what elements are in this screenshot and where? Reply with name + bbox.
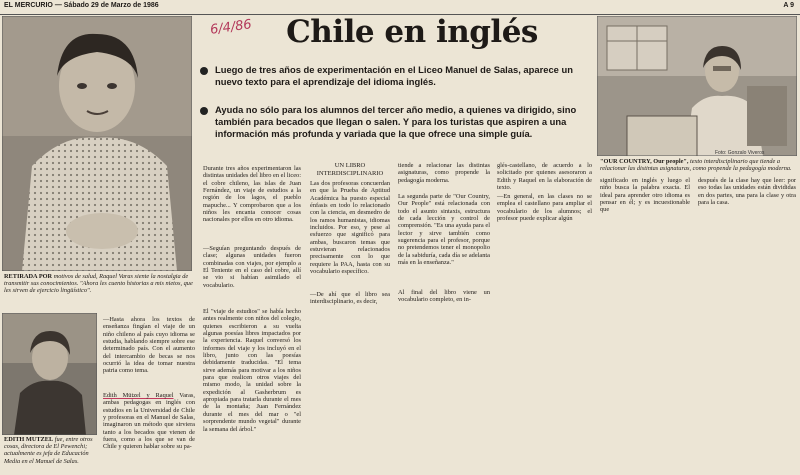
- photo-edith-mutzel: [2, 313, 97, 435]
- caption-3-lead: "OUR COUNTRY, Our people",: [600, 158, 689, 165]
- caption-photo-2: [4, 436, 99, 465]
- column-1b: —Seguían preguntando después de clase; algunas unidades fueron combinadas con viajes, por ejemplo a El Teniente en el caso del cobre, allí se vio si habían asimilado el vocabulario.: [203, 245, 301, 289]
- column-7a: —Hasta ahora los textos de enseñanza fingían el viaje de un niño chileno al país cuyo idioma se estudia, hablando siempre sobre ese determinado país. Con el aumento del intercambio de becas se nos ocurrió la idea de tomar nuestra patria como tema.: [103, 316, 195, 375]
- lead-bullet-1: [215, 64, 583, 88]
- column-4a: glés-castellano, de acuerdo a lo solicitado por quienes asesoraron a Edith y Raquel en la elaboración de texto.: [497, 162, 592, 192]
- caption-2-lead: EDITH MUTZEL: [4, 436, 54, 443]
- caption-2-text: fue, entre otros cosas, directora de El Pewenchi; actualmente es jefa de Educación Media en el Manuel de Salas.: [4, 436, 93, 465]
- column-7b-text: Varas, ambas pedagogas en inglés con estudios en la Universidad de Chile y profesoras en el Manuel de Salas, imaginaron un método que sirviera tanto a los becados que vienen de fuera, como a los que se van de Chile y quieren hablar sobre su pa-: [103, 392, 195, 451]
- column-3a: tiende a relacionar las distintas asignaturas, como propende la pedagogía moderna.: [398, 162, 490, 184]
- subheading: UN LIBRO INTERDISCIPLINARIO: [316, 162, 384, 177]
- column-2a: Las dos profesoras concuerdan en que la Prueba de Aptitud Académica ha puesto especial énfasis en todo lo relacionado con la ciencia, en desmedro de los ramos humanistas, idiomas incluidos. Por eso, y pese al esfuerzo que significó para ambas, buscaron temas que estuvieran relacionados precisamente con lo que requiere la PAA, hasta con su vocabulario específico.: [310, 180, 390, 276]
- lead-bullet-1-text: Luego de tres años de experimentación en el Liceo Manuel de Salas, aparece un nuevo texto para el aprendizaje del idioma inglés.: [215, 64, 573, 87]
- caption-photo-1: [4, 273, 194, 295]
- handwritten-date: 6/4/86: [209, 17, 253, 38]
- column-2b: —De ahí que el libro sea interdisciplinario, es decir,: [310, 291, 390, 306]
- caption-1-lead: RETIRADA POR: [4, 273, 53, 280]
- caption-1-text: motivos de salud, Raquel Varas siente la nostalgia de transmitir sus conocimientos. "Ahora les cuento historias a mis nietos, que les sirven de ejercicio lingüístico".: [4, 273, 193, 295]
- column-3b: La segunda parte de "Our Country, Our People" está relacionada con todo el asunto sintaxis, estructura de cada lección y control de comprensión. "Es una ayuda para el lector y sirve también como sugerencia para el profesor, porque no pretendemos tener el monopolio de la sabiduría, cada día se adelanta más en la enseñanza.": [398, 193, 490, 267]
- column-8: El "viaje de estudios" se había hecho antes realmente con niños del colegio, quienes escribieron a su vuelta algunas poesías libres impactados por la experiencia. Raquel conversó los informes del viaje y los incluyó en el libro, junto con las poesías debidamente traducidas. "El tema sirve además para motivar a los niños para que realicen otros viajes del mismo modo, la unidad sobre la expedición al Gasherbrum es apropiada para tratarla durante el mes de la montaña; Juan Fernández durante el mes del mar o "el sorprendente mundo vegetal" durante la semana del árbol.": [203, 308, 301, 433]
- page-number: A 9: [783, 2, 794, 9]
- photo-credit: Foto: Gonzalo Viveros: [715, 150, 765, 156]
- lead-bullet-2: [215, 104, 583, 140]
- column-3c: Al final del libro viene un vocabulario completo, en in-: [398, 289, 490, 304]
- masthead: [0, 0, 800, 15]
- bullet-dot-icon: [200, 107, 208, 115]
- column-1a: Durante tres años experimentaron las distintas unidades del libro en el liceo: el cobre chileno, las islas de Juan Fernández, un viaje de estudios a la región de los lagos, el pueblo mapuche... Y comprobaron que a los niños les encanta conocer cosas nacionales por ellos en otro idioma.: [203, 165, 301, 224]
- lead-bullet-2-text: Ayuda no sólo para los alumnos del tercer año medio, a quienes va dirigido, sino también para becados que llegan o salen. Y para los turistas que aspiren a una información más profunda y variada que la que ofrece una simple guía.: [215, 104, 577, 139]
- column-5: significado en inglés y luego el niño busca la palabra exacta. El ideal para aprender otro idioma es pensar en él; y es incuestionable que: [600, 177, 690, 214]
- headline: Chile en inglés: [286, 14, 538, 50]
- author-names: Edith Mützel y Raquel: [103, 392, 174, 399]
- column-6: después de la clase hay que leer: por eso todas las unidades están divididas en dos partes, una para la clase y otra para la casa.: [698, 177, 796, 207]
- bullet-dot-icon: [200, 67, 208, 75]
- photo-our-country: [597, 16, 797, 156]
- column-7b: [103, 392, 195, 451]
- masthead-date: EL MERCURIO — Sábado 29 de Marzo de 1986: [4, 2, 159, 9]
- caption-3-text: texto interdisciplinario que tiende a relacionar las distintas asignaturas, como propende la pedagogía moderna.: [600, 158, 792, 173]
- photo-raquel-varas: [2, 16, 192, 271]
- column-4b: —En general, en las clases no se emplea el castellano para ampliar el vocabulario de los alumnos; el profesor puede explicar algún: [497, 193, 592, 223]
- caption-photo-3: [600, 158, 796, 172]
